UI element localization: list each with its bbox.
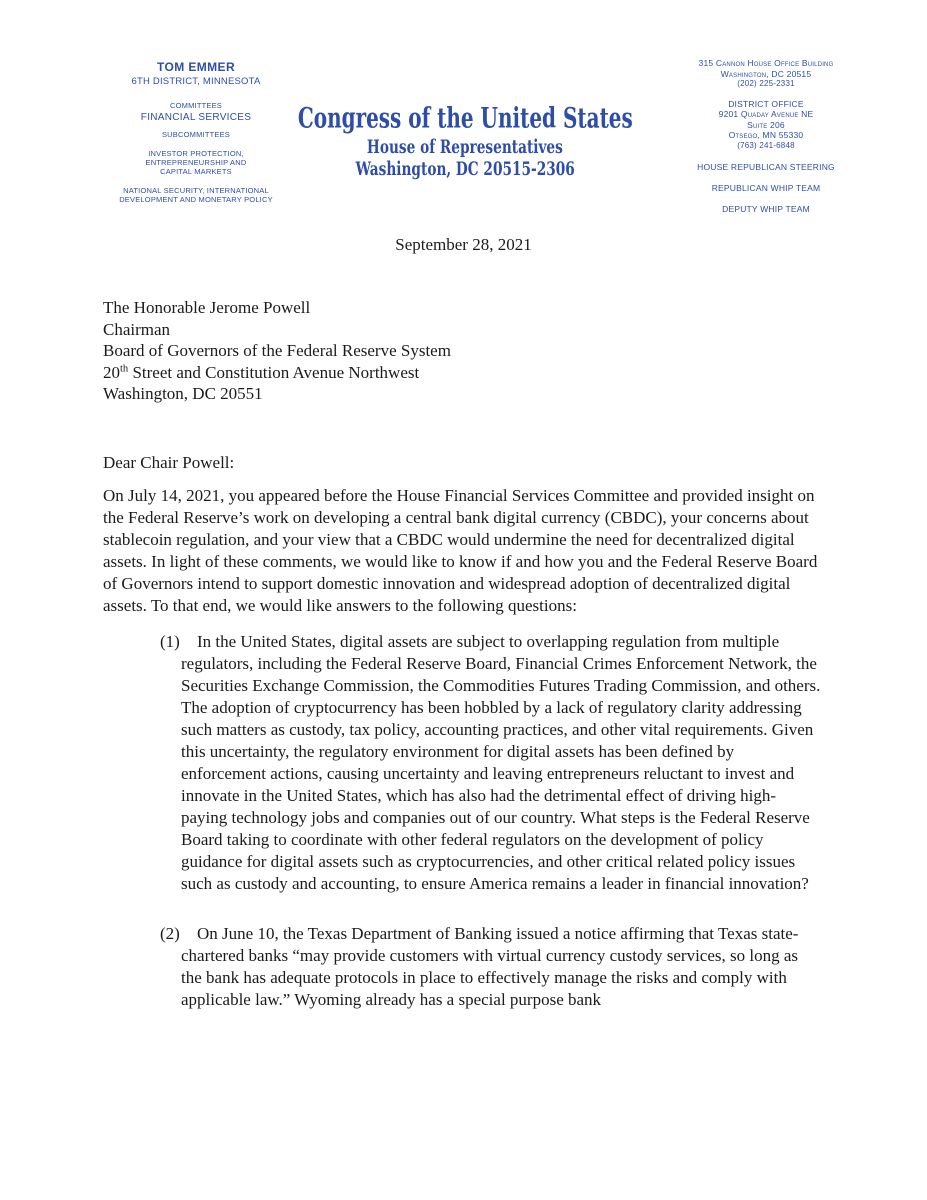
question-item-2	[103, 923, 821, 1011]
congress-title: Congress of the United States	[297, 102, 633, 135]
question-item-1	[103, 631, 821, 895]
ordinal-superscript: th	[120, 362, 129, 374]
district-office-label: DISTRICT OFFICE	[728, 98, 804, 109]
district-address-line: Otsego, MN 55330	[728, 130, 804, 140]
recipient-line: Chairman	[103, 319, 171, 339]
letter-body	[103, 297, 821, 1011]
leadership-role: HOUSE REPUBLICAN STEERING	[697, 162, 835, 172]
question-list	[103, 631, 821, 1011]
question-number: (1)	[160, 631, 180, 651]
committees-label: COMMITTEES	[170, 101, 222, 110]
letterhead-member-block	[86, 60, 306, 204]
salutation: Dear Chair Powell:	[103, 452, 235, 472]
district-address-line: Suite 206	[747, 119, 785, 130]
dc-address-line: 315 Cannon House Office Building	[698, 58, 834, 68]
recipient-street-line: 20th Street and Constitution Avenue Northwest	[103, 362, 420, 382]
leadership-role: REPUBLICAN WHIP TEAM	[711, 183, 821, 193]
recipient-line: The Honorable Jerome Powell	[103, 298, 311, 317]
recipient-city-line: Washington, DC 20551	[103, 384, 263, 403]
committee-name: FINANCIAL SERVICES	[140, 112, 252, 123]
question-text: On June 10, the Texas Department of Banking issued a notice affirming that Texas state-chartered banks “may provide customers with virtual currency custody services, so long as the bank has adequate protocols in place to effectively manage the risks and comply with applicable law.” Wyoming already has a special purpose bank	[181, 923, 799, 1009]
question-number: (2)	[160, 923, 180, 943]
subcommittee-1-line: INVESTOR PROTECTION,	[148, 149, 244, 158]
subcommittee-1	[86, 149, 306, 176]
letterhead-seal-block	[290, 103, 640, 180]
subcommittee-1-line: ENTREPRENEURSHIP AND	[145, 158, 247, 167]
dc-address-line: Washington, DC 20515	[720, 68, 812, 79]
letterhead-offices-block	[646, 58, 886, 214]
subcommittees-label: SUBCOMMITTEES	[161, 130, 231, 139]
subcommittee-1-line: CAPITAL MARKETS	[160, 167, 232, 176]
house-subtitle: House of Representatives	[367, 136, 563, 159]
leadership-role: DEPUTY WHIP TEAM	[722, 204, 810, 214]
district-address-line: 9201 Quaday Avenue NE	[718, 109, 814, 119]
member-name: TOM EMMER	[156, 60, 236, 74]
district-phone: (763) 241-6848	[737, 140, 795, 150]
subcommittee-2-line: NATIONAL SECURITY, INTERNATIONAL	[123, 186, 269, 195]
member-district: 6TH DISTRICT, MINNESOTA	[131, 76, 261, 87]
subcommittee-2-line: DEVELOPMENT AND MONETARY POLICY	[119, 195, 273, 204]
letter-date: September 28, 2021	[395, 235, 532, 254]
dc-phone: (202) 225-2331	[737, 79, 795, 88]
opening-paragraph: On July 14, 2021, you appeared before the House Financial Services Committee and provided insight on the Federal Reserve’s work on developing a central bank digital currency (CBDC), your concerns about stablecoin regulation, and your view that a CBDC would undermine the need for decentralized digital assets. In light of these comments, we would like to know if and how you and the Federal Reserve Board of Governors intend to support domestic innovation and widespread adoption of decentralized digital assets. To that end, we would like answers to the following questions:	[103, 485, 818, 615]
recipient-address	[103, 297, 821, 405]
recipient-line: Board of Governors of the Federal Reserve System	[103, 341, 451, 360]
washington-subtitle: Washington, DC 20515-2306	[355, 158, 575, 181]
question-text: In the United States, digital assets are subject to overlapping regulation from multiple regulators, including the Federal Reserve Board, Financial Crimes Enforcement Network, the Securities Exchange Commission, the Commodities Futures Trading Commission, and others. The adoption of cryptocurrency has been hobbled by a lack of regulatory clarity addressing such matters as custody, tax policy, accounting practices, and other vital requirements. Given this uncertainty, the regulatory environment for digital assets has been defined by enforcement actions, causing uncertainty and leaving entrepreneurs reluctant to invest and innovate in the United States, which has also had the detrimental effect of driving high-paying technology jobs and companies out of our country. What steps is the Federal Reserve Board taking to coordinate with other federal regulators on the development of policy guidance for digital assets such as cryptocurrencies, and other critical related policy issues such as custody and accounting, to ensure America remains a leader in financial innovation?	[181, 631, 821, 893]
subcommittee-2	[86, 186, 306, 204]
